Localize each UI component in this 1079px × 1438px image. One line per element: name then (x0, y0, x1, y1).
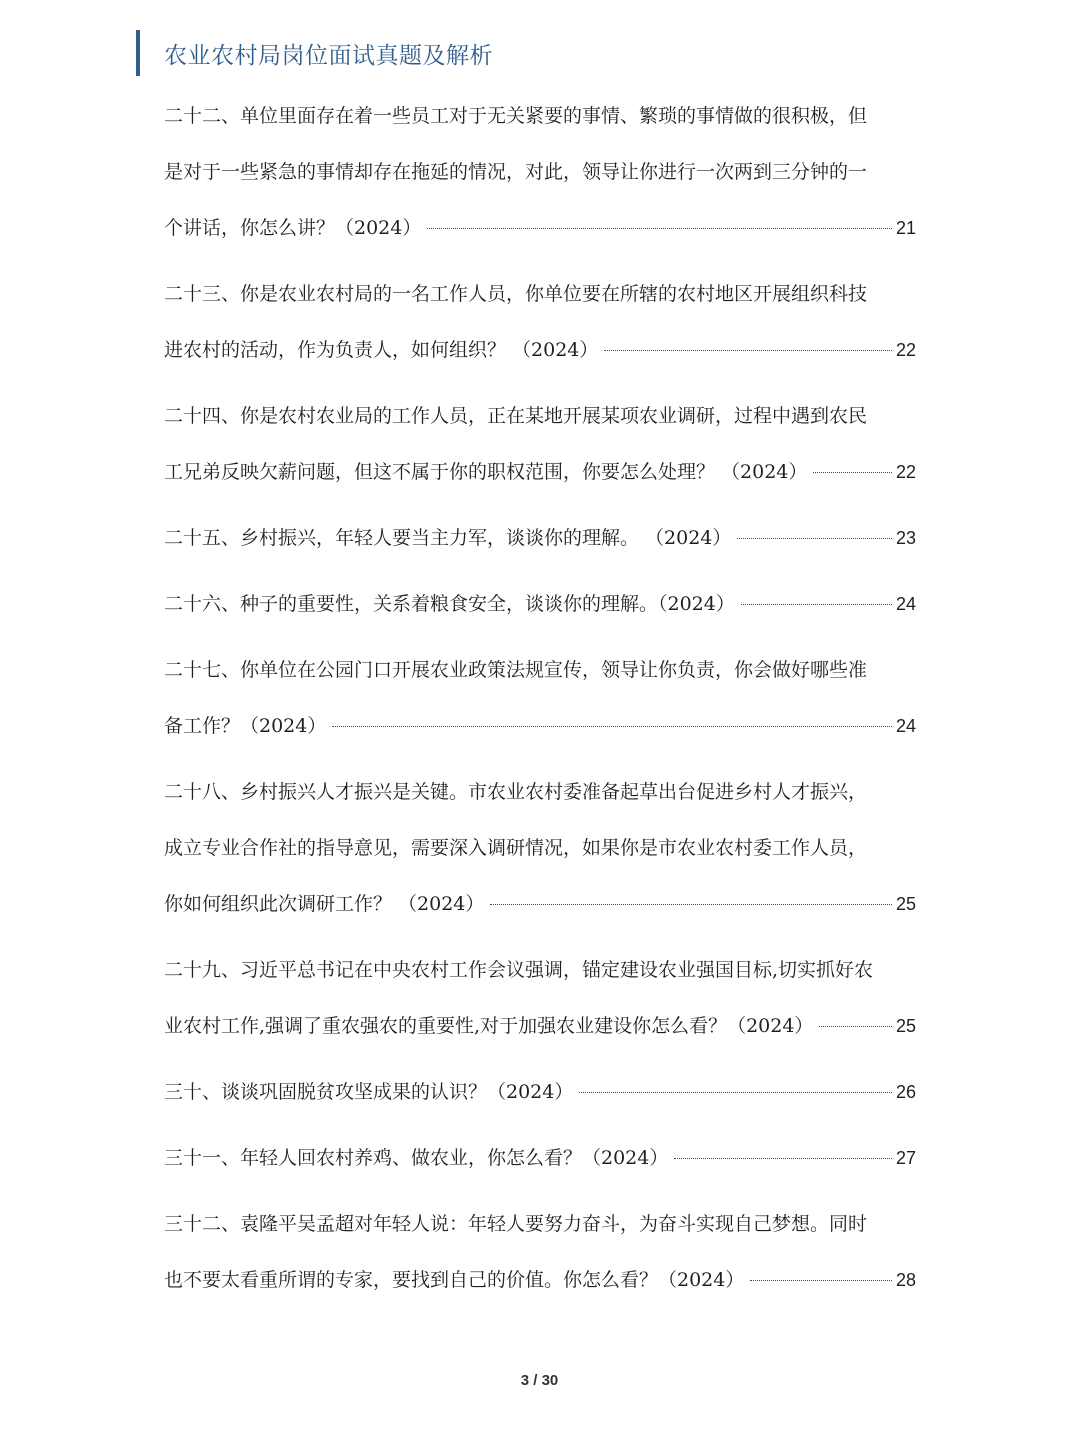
toc-entry-text: 二十六、种子的重要性，关系着粮食安全，谈谈你的理解。（2024） (164, 593, 735, 615)
toc-entry-line (164, 1252, 916, 1308)
toc-entry-line (164, 88, 916, 144)
toc-entry-text: 三十二、袁隆平吴孟超对年轻人说：年轻人要努力奋斗，为奋斗实现自己梦想。同时 (164, 1213, 868, 1235)
toc-entry-text: 业农村工作,强调了重农强农的重要性,对于加强农业建设你怎么看？（2024） (164, 1015, 814, 1037)
toc-entry[interactable] (164, 1130, 916, 1186)
toc-entry-text: 三十一、年轻人回农村养鸡、做农业，你怎么看？（2024） (164, 1147, 669, 1169)
toc-entry-text: 工兄弟反映欠薪问题，但这不属于你的职权范围，你要怎么处理？ （2024） (164, 461, 808, 483)
dot-leader (490, 904, 892, 905)
toc-entry-text: 二十八、乡村振兴人才振兴是关键。市农业农村委准备起草出台促进乡村人才振兴， (164, 781, 868, 803)
dot-leader (674, 1158, 892, 1159)
dot-leader (332, 726, 892, 727)
toc-entry-text: 二十二、单位里面存在着一些员工对于无关紧要的事情、繁琐的事情做的很积极，但 (164, 105, 868, 127)
toc-entry-line (164, 820, 916, 876)
toc-page-number: 24 (895, 594, 916, 614)
toc-entry-line (164, 764, 916, 820)
toc-entry-line (164, 388, 916, 444)
toc-entry[interactable] (164, 1196, 916, 1308)
toc-entry-line (164, 642, 916, 698)
toc-entry-text: 二十四、你是农村农业局的工作人员，正在某地开展某项农业调研，过程中遇到农民 (164, 405, 868, 427)
dot-leader (813, 472, 892, 473)
dot-leader (819, 1026, 892, 1027)
toc-entry[interactable] (164, 1064, 916, 1120)
toc-entry-text: 个讲话，你怎么讲？（2024） (164, 217, 422, 239)
toc-entry-text: 是对于一些紧急的事情却存在拖延的情况，对此，领导让你进行一次两到三分钟的一 (164, 161, 868, 183)
toc-entry-line (164, 1130, 916, 1186)
toc-entry-line (164, 998, 916, 1054)
toc-page-number: 24 (895, 716, 916, 736)
page-header (136, 30, 493, 76)
toc-entry-line (164, 576, 916, 632)
table-of-contents (164, 88, 916, 1318)
page-indicator: 3 / 30 (520, 1372, 559, 1389)
toc-page-number: 22 (895, 340, 916, 360)
toc-entry-text: 二十五、乡村振兴，年轻人要当主力军，谈谈你的理解。 （2024） (164, 527, 732, 549)
toc-entry-text: 三十、谈谈巩固脱贫攻坚成果的认识？（2024） (164, 1081, 574, 1103)
toc-entry-line (164, 1064, 916, 1120)
toc-entry[interactable] (164, 88, 916, 256)
dot-leader (737, 538, 892, 539)
toc-page-number: 25 (895, 1016, 916, 1036)
toc-entry-line (164, 266, 916, 322)
toc-entry-line (164, 200, 916, 256)
toc-page-number: 22 (895, 462, 916, 482)
toc-entry-line (164, 942, 916, 998)
toc-entry-line (164, 322, 916, 378)
dot-leader (750, 1280, 892, 1281)
toc-page-number: 27 (895, 1148, 916, 1168)
toc-entry[interactable] (164, 576, 916, 632)
document-title: 农业农村局岗位面试真题及解析 (164, 42, 493, 69)
toc-entry-text: 二十七、你单位在公园门口开展农业政策法规宣传，领导让你负责，你会做好哪些准 (164, 659, 868, 681)
toc-entry-line (164, 876, 916, 932)
toc-page-number: 26 (895, 1082, 916, 1102)
toc-entry-text: 二十九、习近平总书记在中央农村工作会议强调，锚定建设农业强国目标,切实抓好农 (164, 959, 874, 981)
toc-entry[interactable] (164, 642, 916, 754)
dot-leader (427, 228, 892, 229)
toc-entry-text: 你如何组织此次调研工作？ （2024） (164, 893, 485, 915)
toc-entry[interactable] (164, 764, 916, 932)
dot-leader (741, 604, 892, 605)
toc-entry-text: 二十三、你是农业农村局的一名工作人员，你单位要在所辖的农村地区开展组织科技 (164, 283, 868, 305)
toc-entry[interactable] (164, 942, 916, 1054)
toc-entry-text: 也不要太看重所谓的专家，要找到自己的价值。你怎么看？（2024） (164, 1269, 745, 1291)
toc-entry-line (164, 698, 916, 754)
toc-entry-line (164, 444, 916, 500)
toc-page-number: 25 (895, 894, 916, 914)
toc-entry[interactable] (164, 388, 916, 500)
toc-entry-line (164, 1196, 916, 1252)
toc-entry-text: 进农村的活动，作为负责人，如何组织？ （2024） (164, 339, 599, 361)
toc-page-number: 23 (895, 528, 916, 548)
toc-entry-line (164, 510, 916, 566)
dot-leader (579, 1092, 892, 1093)
dot-leader (604, 350, 892, 351)
toc-entry[interactable] (164, 266, 916, 378)
toc-entry-line (164, 144, 916, 200)
toc-entry-text: 备工作？（2024） (164, 715, 327, 737)
toc-page-number: 21 (895, 218, 916, 238)
toc-entry-text: 成立专业合作社的指导意见，需要深入调研情况，如果你是市农业农村委工作人员， (164, 837, 868, 859)
toc-page-number: 28 (895, 1270, 916, 1290)
toc-entry[interactable] (164, 510, 916, 566)
